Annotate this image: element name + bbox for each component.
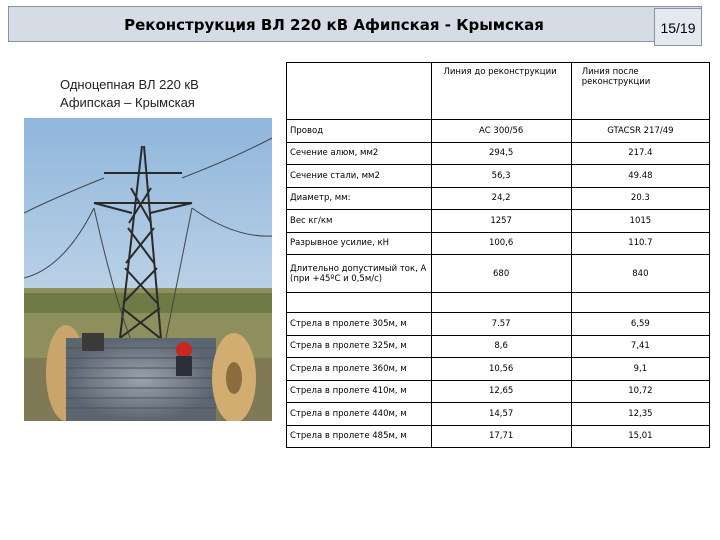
- row-label: Стрела в пролете 305м, м: [287, 313, 432, 336]
- table-spacer-cell: [287, 293, 432, 313]
- column-header-after: Линия после реконструкции: [571, 63, 709, 120]
- value-before: 10,56: [431, 358, 571, 381]
- value-before: 17,71: [431, 425, 571, 448]
- value-before: 7.57: [431, 313, 571, 336]
- photo-caption-line2: Афипская – Крымская: [60, 95, 195, 110]
- table-row: [287, 425, 710, 448]
- row-label: Вес кг/км: [287, 210, 432, 233]
- slide-title: Реконструкция ВЛ 220 кВ Афипская - Крымская: [124, 16, 544, 34]
- table-row: [287, 187, 710, 210]
- value-after: 7,41: [571, 335, 709, 358]
- row-label: Диаметр, мм:: [287, 187, 432, 210]
- table-row: [287, 358, 710, 381]
- value-before: 100,6: [431, 232, 571, 255]
- row-label: Сечение стали, мм2: [287, 165, 432, 188]
- value-before: АС 300/56: [431, 120, 571, 143]
- table-row: [287, 142, 710, 165]
- row-label: Длительно допустимый ток, А (при +45ºС и 0,5м/с): [287, 255, 432, 293]
- table-header-row: [287, 63, 710, 120]
- value-after: GTACSR 217/49: [571, 120, 709, 143]
- table-spacer-cell: [431, 293, 571, 313]
- table-row: [287, 403, 710, 426]
- value-before: 8,6: [431, 335, 571, 358]
- value-after: 1015: [571, 210, 709, 233]
- value-after: 110.7: [571, 232, 709, 255]
- row-label: Провод: [287, 120, 432, 143]
- table-row: [287, 380, 710, 403]
- value-before: 56,3: [431, 165, 571, 188]
- value-before: 294,5: [431, 142, 571, 165]
- value-after: 12,35: [571, 403, 709, 426]
- value-after: 20.3: [571, 187, 709, 210]
- value-before: 14,57: [431, 403, 571, 426]
- value-after: 217.4: [571, 142, 709, 165]
- row-label: Стрела в пролете 325м, м: [287, 335, 432, 358]
- photo-caption-line1: Одноцепная ВЛ 220 кВ: [60, 77, 199, 92]
- value-before: 1257: [431, 210, 571, 233]
- column-header-before: Линия до реконструкции: [431, 63, 571, 120]
- row-label: Сечение алюм, мм2: [287, 142, 432, 165]
- table-row: [287, 120, 710, 143]
- value-before: 680: [431, 255, 571, 293]
- table-row: [287, 335, 710, 358]
- page-number: 15/19: [654, 8, 702, 46]
- value-after: 10,72: [571, 380, 709, 403]
- value-after: 15,01: [571, 425, 709, 448]
- table-row: [287, 232, 710, 255]
- photo-caption: [60, 76, 270, 112]
- row-label: Стрела в пролете 485м, м: [287, 425, 432, 448]
- table-header-empty: [287, 63, 432, 120]
- value-after: 6,59: [571, 313, 709, 336]
- table-row: [287, 165, 710, 188]
- title-bar: [8, 6, 702, 42]
- row-label: Стрела в пролете 440м, м: [287, 403, 432, 426]
- value-before: 12,65: [431, 380, 571, 403]
- row-label: Стрела в пролете 410м, м: [287, 380, 432, 403]
- table-spacer-cell: [571, 293, 709, 313]
- value-after: 49.48: [571, 165, 709, 188]
- value-after: 9,1: [571, 358, 709, 381]
- row-label: Разрывное усилие, кН: [287, 232, 432, 255]
- table-row: [287, 313, 710, 336]
- value-before: 24,2: [431, 187, 571, 210]
- table-row: [287, 255, 710, 293]
- power-line-photo: [24, 118, 272, 421]
- conductor-comparison-table: [286, 62, 710, 448]
- table-row: [287, 210, 710, 233]
- table-spacer-row: [287, 293, 710, 313]
- row-label: Стрела в пролете 360м, м: [287, 358, 432, 381]
- value-after: 840: [571, 255, 709, 293]
